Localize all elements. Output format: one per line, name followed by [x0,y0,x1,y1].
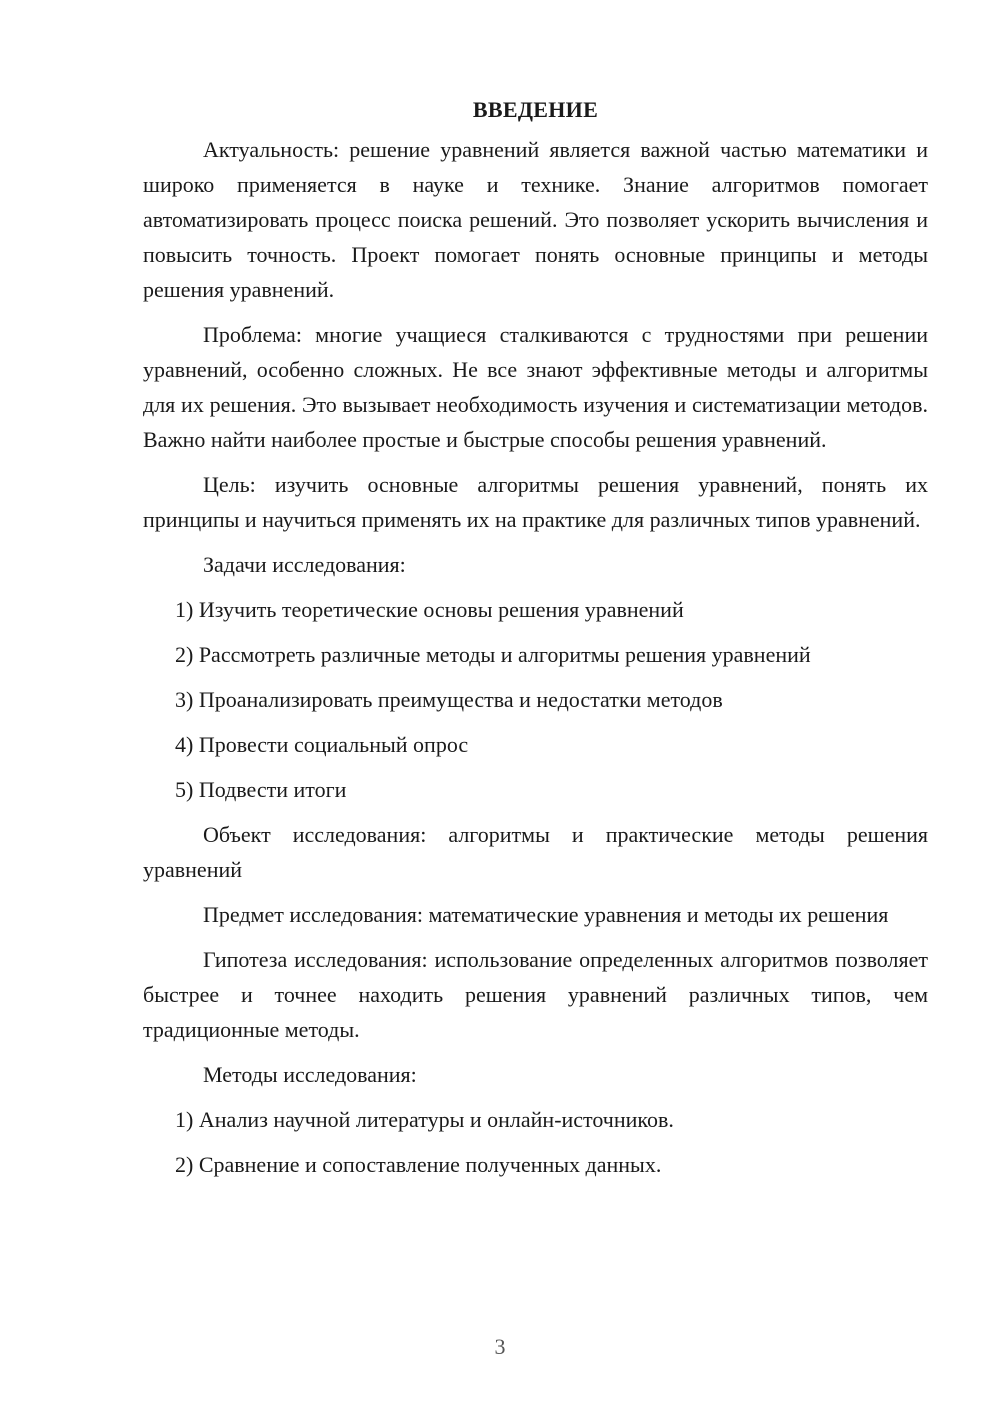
list-item: 1) Анализ научной литературы и онлайн-источников. [175,1107,674,1132]
list-item: 2) Сравнение и сопоставление полученных данных. [175,1152,662,1177]
tasks-heading: Задачи исследования: [203,552,406,577]
object-paragraph: Объект исследования: алгоритмы и практические методы решения уравнений [143,822,928,882]
hypothesis-paragraph: Гипотеза исследования: использование определенных алгоритмов позволяет быстрее и точнее находить решения уравнений различных типов, чем традиционные методы. [143,947,928,1042]
goal-paragraph: Цель: изучить основные алгоритмы решения уравнений, понять их принципы и научиться применять их на практике для различных типов уравнений. [143,472,928,532]
list-item: 2) Рассмотреть различные методы и алгоритмы решения уравнений [175,642,811,667]
list-item: 3) Проанализировать преимущества и недостатки методов [175,687,723,712]
document-page [143,96,928,1192]
subject-paragraph: Предмет исследования: математические уравнения и методы их решения [203,902,889,927]
problem-paragraph: Проблема: многие учащиеся сталкиваются с трудностями при решении уравнений, особенно сложных. Не все знают эффективные методы и алгоритмы для их решения. Это вызывает необходимость изучения и систематизации методов. Важно найти наиболее простые и быстрые способы решения уравнений. [143,322,928,452]
page-number: 3 [494,1334,506,1359]
list-item: 1) Изучить теоретические основы решения уравнений [175,597,684,622]
list-item: 5) Подвести итоги [175,777,347,802]
methods-list [143,1102,928,1182]
tasks-list [143,592,928,807]
section-title: ВВЕДЕНИЕ [472,97,599,122]
list-item: 4) Провести социальный опрос [175,732,469,757]
relevance-paragraph: Актуальность: решение уравнений является важной частью математики и широко применяется в науке и технике. Знание алгоритмов помогает автоматизировать процесс поиска решений. Это позволяет ускорить вычисления и повысить точность. Проект помогает понять основные принципы и методы решения уравнений. [143,137,928,302]
methods-heading: Методы исследования: [203,1062,417,1087]
